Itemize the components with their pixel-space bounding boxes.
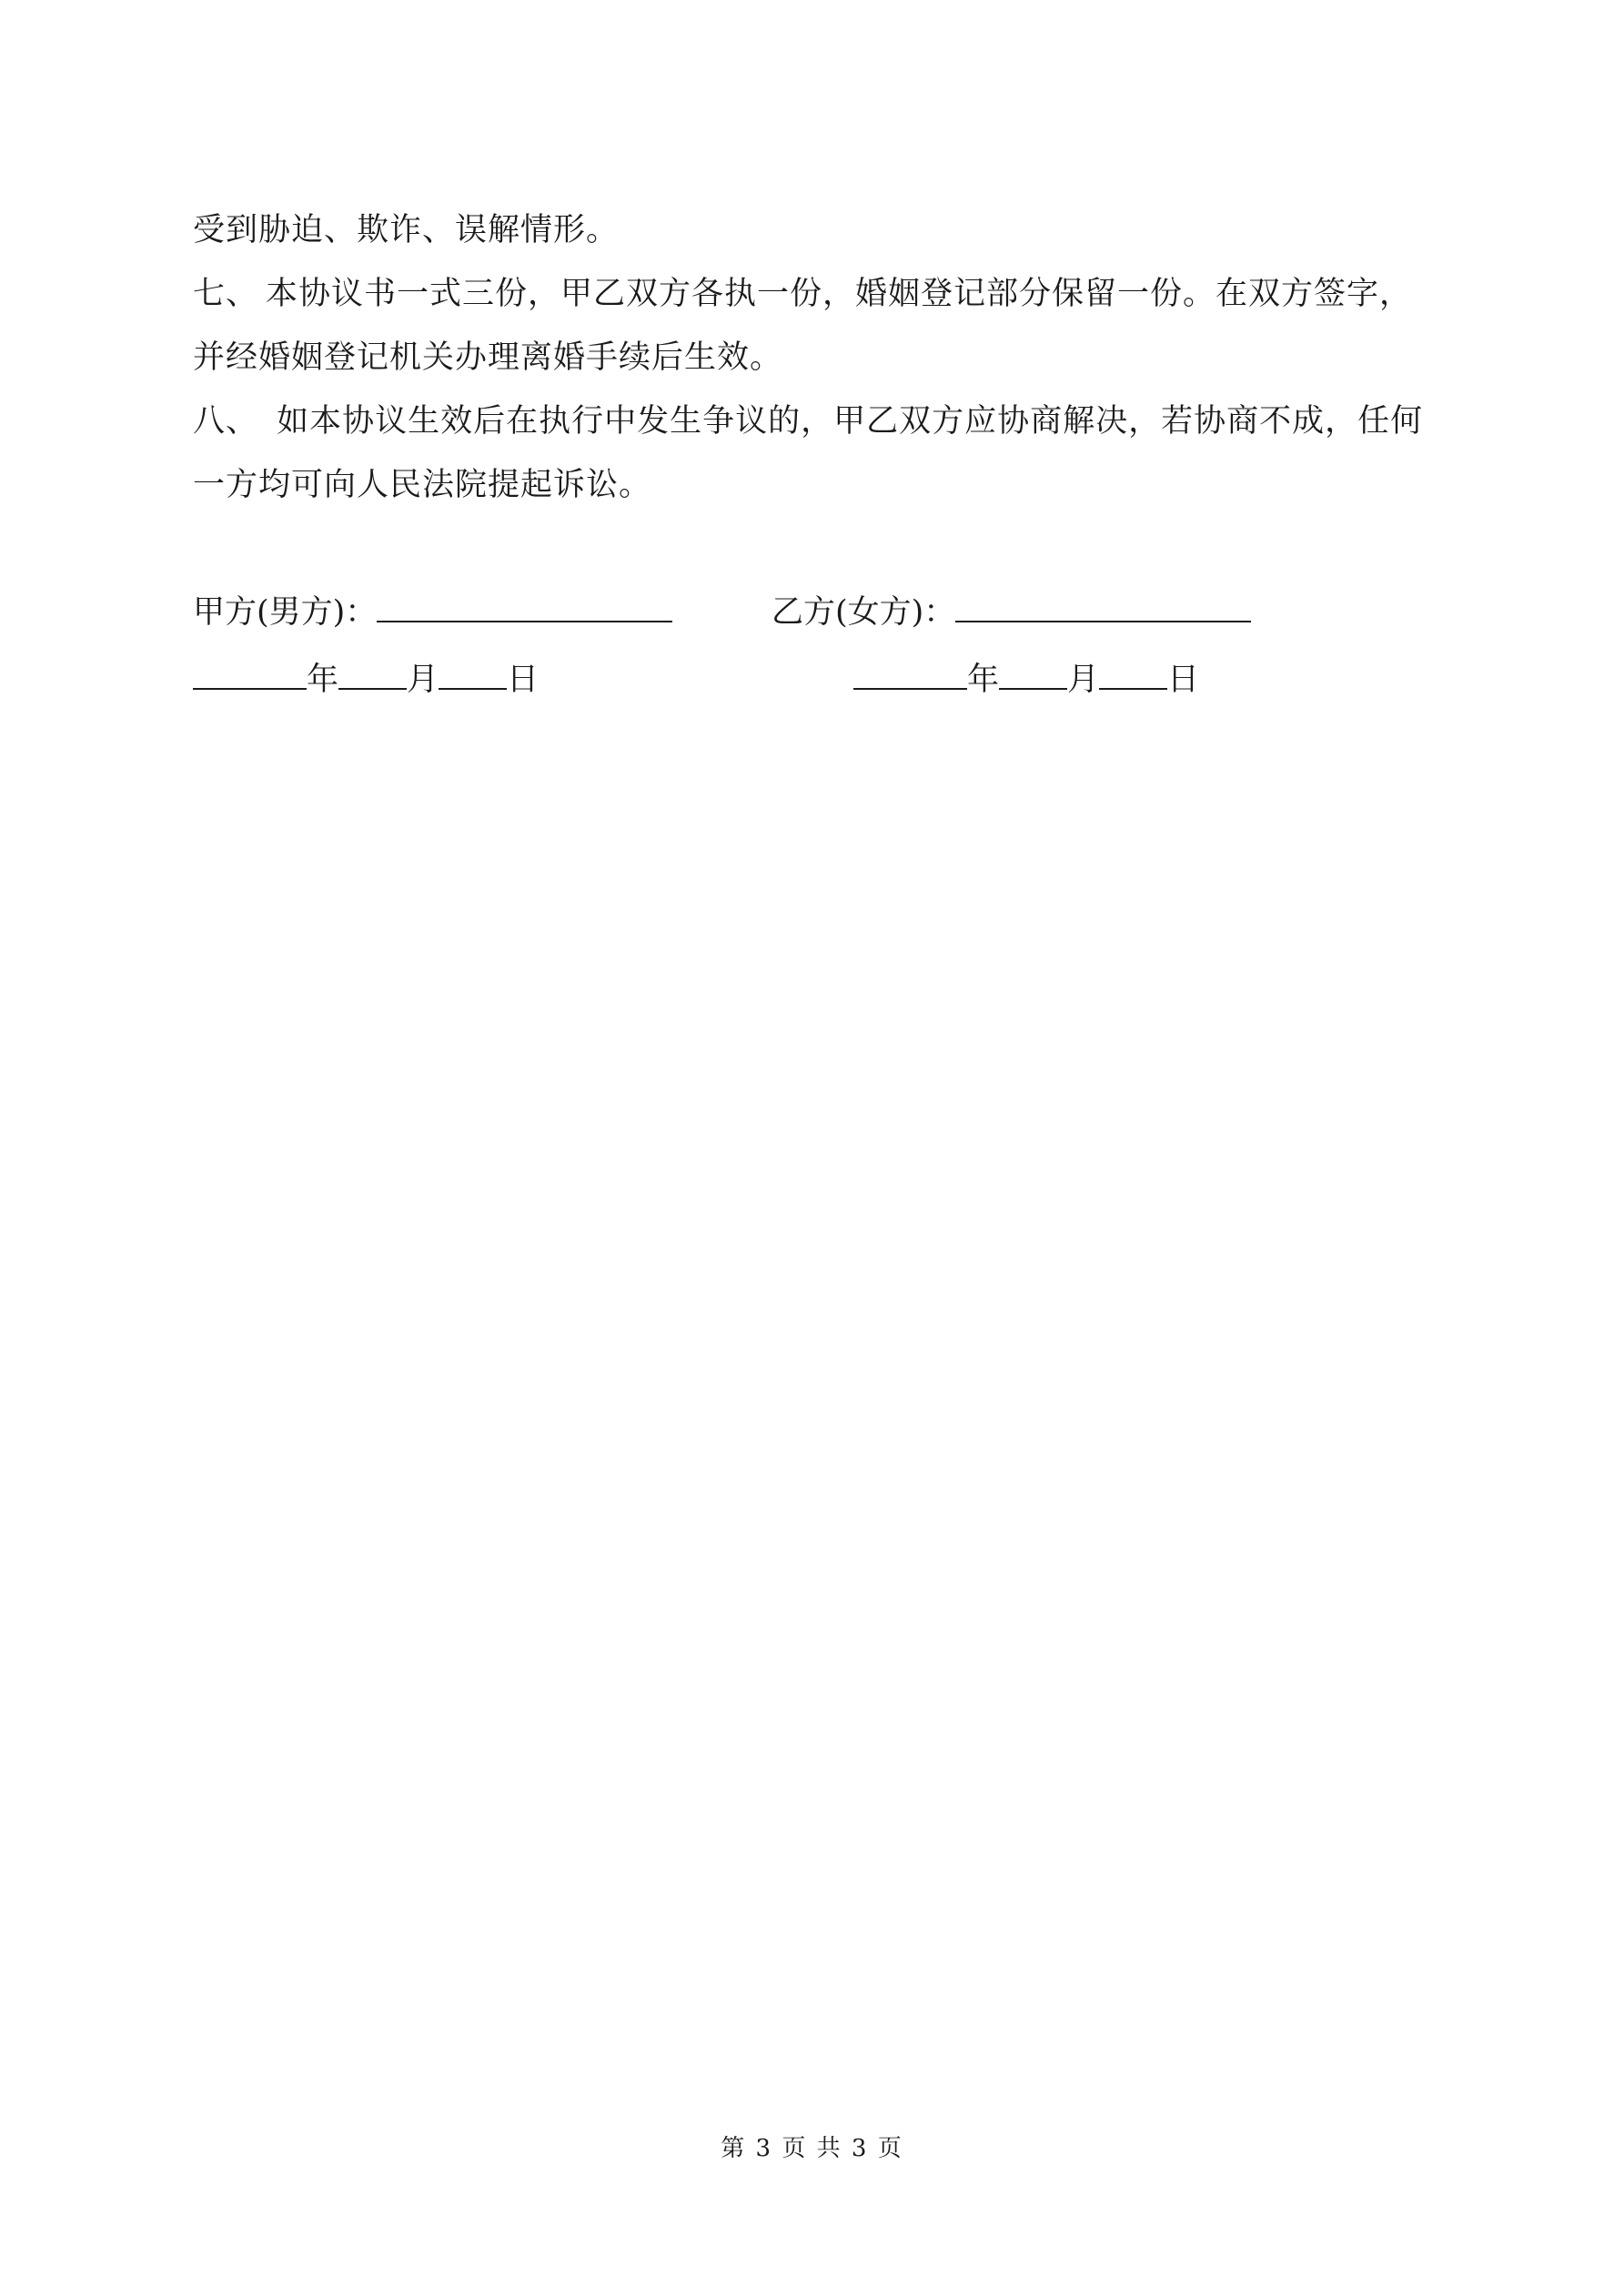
- clause-8-line: [193, 389, 1439, 453]
- party-b-label: 乙方(女方)：: [772, 594, 956, 631]
- month-label: 月: [407, 662, 439, 698]
- day-label: 日: [1167, 662, 1200, 698]
- page-footer: 第 3 页 共 3 页: [721, 2135, 903, 2162]
- clause-number: 八、: [193, 403, 259, 440]
- clause-text: 并经婚姻登记机关办理离婚手续后生效。: [193, 339, 783, 376]
- month-field[interactable]: [999, 657, 1067, 690]
- clause-7-line: [193, 262, 1439, 326]
- clause-number: 七、: [193, 276, 259, 312]
- year-label: 年: [967, 662, 1000, 698]
- party-a-date: [193, 657, 539, 700]
- clause-text: 如本协议生效后在执行中发生争议的，甲乙双方应协商解决，若协商不成，任何: [266, 403, 1424, 440]
- month-field[interactable]: [338, 657, 407, 690]
- agreement-body: [193, 198, 1439, 517]
- day-label: 日: [507, 662, 540, 698]
- day-field[interactable]: [1099, 657, 1167, 690]
- clause-text: 一方均可向人民法院提起诉讼。: [193, 467, 652, 503]
- year-field[interactable]: [193, 657, 307, 690]
- clause-line: [193, 198, 1439, 262]
- month-label: 月: [1067, 662, 1100, 698]
- party-a-signature-field[interactable]: [377, 590, 672, 622]
- year-field[interactable]: [853, 657, 967, 690]
- clause-line: [193, 453, 1439, 517]
- year-label: 年: [307, 662, 339, 698]
- day-field[interactable]: [439, 657, 507, 690]
- party-b-signature-field[interactable]: [955, 590, 1251, 622]
- party-a-label: 甲方(男方)：: [193, 594, 378, 631]
- clause-text: 本协议书一式三份，甲乙双方各执一份，婚姻登记部分保留一份。在双方签字，: [266, 276, 1413, 312]
- clause-line: [193, 326, 1439, 389]
- party-b-signature: [772, 590, 1251, 632]
- party-b-date: [853, 657, 1199, 700]
- party-a-signature: [193, 590, 672, 632]
- clause-text: 受到胁迫、欺诈、误解情形。: [193, 212, 620, 248]
